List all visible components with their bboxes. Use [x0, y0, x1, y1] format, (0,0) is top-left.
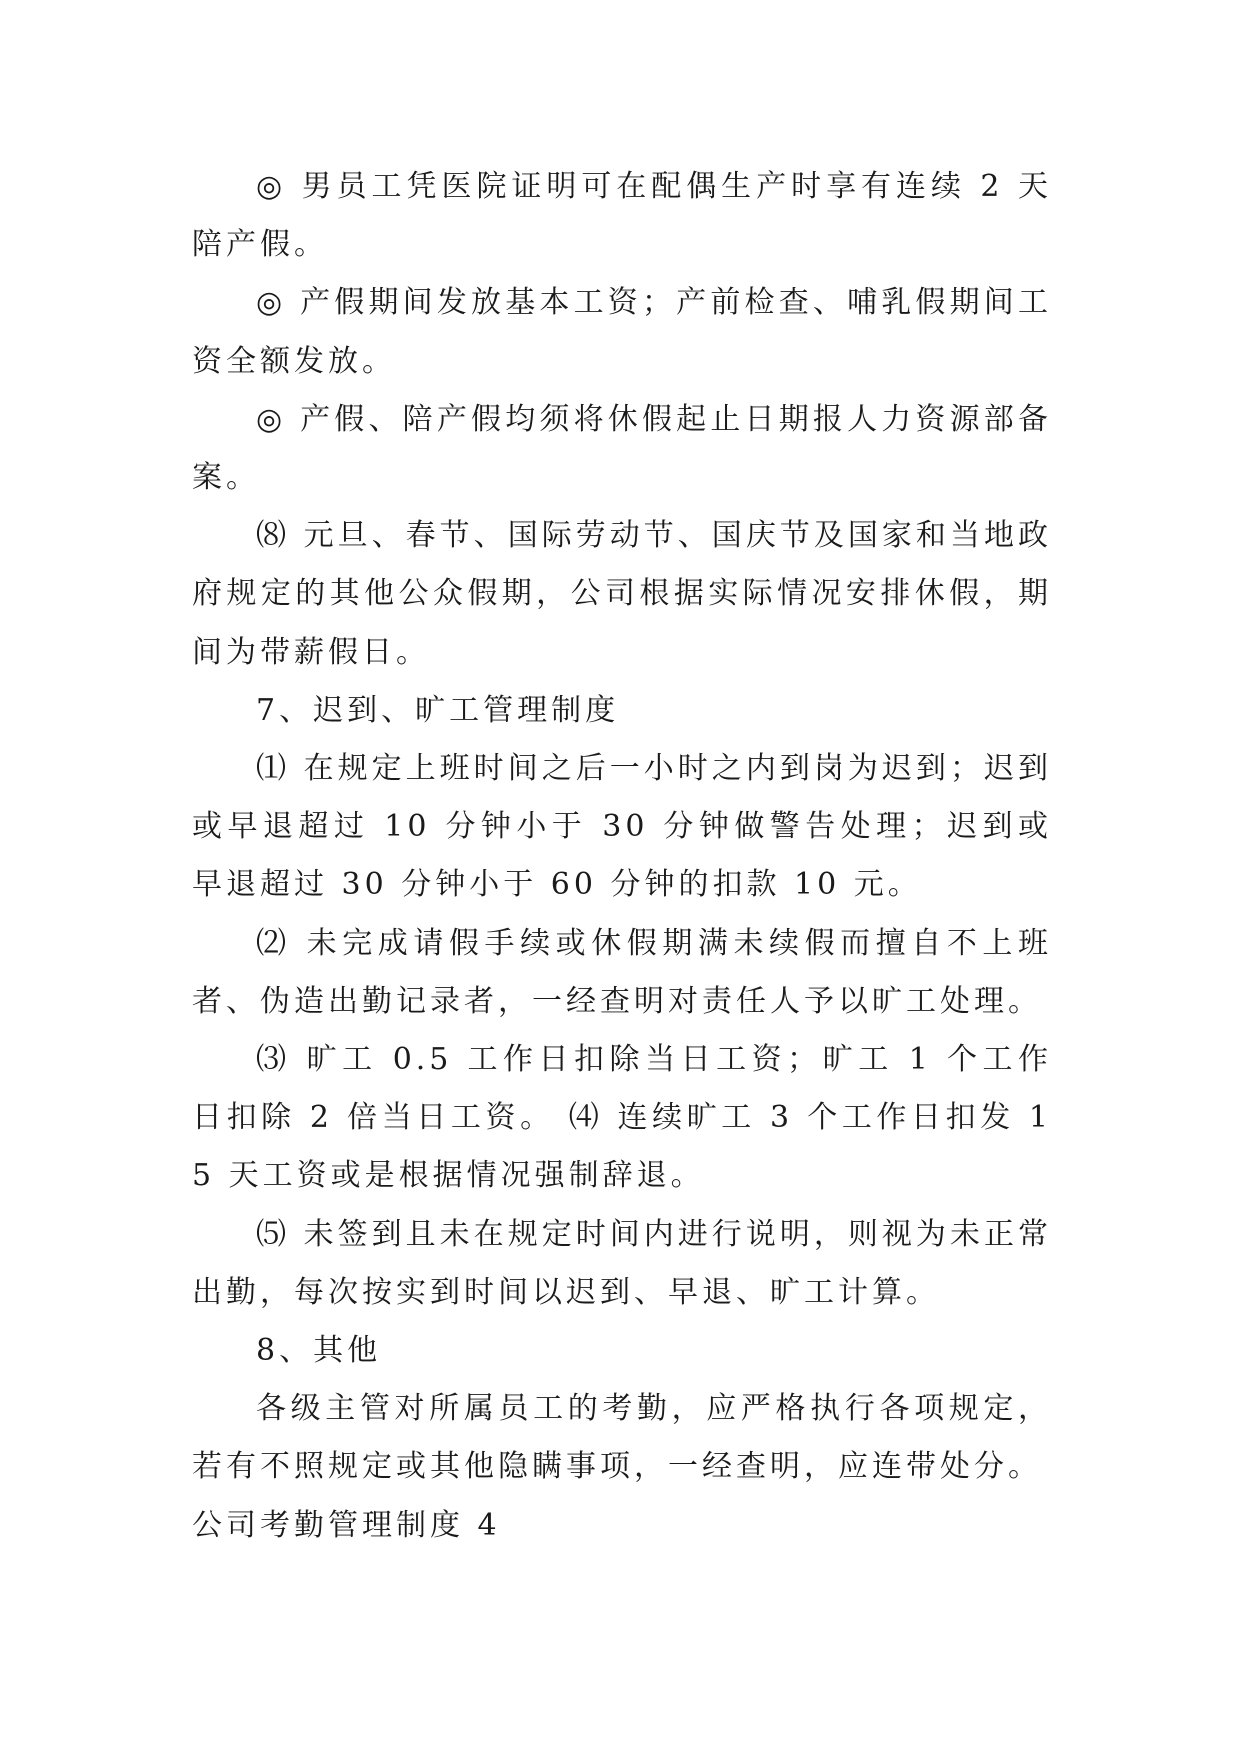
- paragraph-paternity-leave: ◎ 男员工凭医院证明可在配偶生产时享有连续 2 天陪产假。: [192, 169, 1052, 263]
- paragraph-leave-filing: ◎ 产假、陪产假均须将休假起止日期报人力资源部备案。: [192, 401, 1052, 496]
- paragraph-absence-rules: ⑵ 未完成请假手续或休假期满未续假而擅自不上班者、伪造出勤记录者，一经查明对责任人予以旷工处理。: [192, 925, 1052, 1019]
- paragraph-late-rules: ⑴ 在规定上班时间之后一小时之内到岗为迟到；迟到或早退超过 10 分钟小于 30 分钟做警告处理；迟到或早退超过 30 分钟小于 60 分钟的扣款 10 元。: [192, 751, 1052, 903]
- section-heading-lateness: 7、迟到、旷工管理制度: [256, 692, 620, 728]
- section-heading-other: 8、其他: [256, 1333, 382, 1369]
- document-section-title: 公司考勤管理制度 4: [192, 1507, 501, 1543]
- paragraph-public-holidays: ⑻ 元旦、春节、国际劳动节、国庆节及国家和当地政府规定的其他公众假期，公司根据实际情况安排休假，期间为带薪假日。: [192, 518, 1052, 670]
- paragraph-supervisor-duty: 各级主管对所属员工的考勤，应严格执行各项规定，若有不照规定或其他隐瞒事项，一经查明，应连带处分。: [192, 1391, 1052, 1485]
- paragraph-absence-deductions: ⑶ 旷工 0.5 工作日扣除当日工资；旷工 1 个工作日扣除 2 倍当日工资。 ⑷ 连续旷工 3 个工作日扣发 15 天工资或是根据情况强制辞退。: [192, 1042, 1052, 1194]
- document-body: [192, 158, 1052, 1555]
- paragraph-unsigned-attendance: ⑸ 未签到且未在规定时间内进行说明，则视为未正常出勤，每次按实到时间以迟到、早退、旷工计算。: [192, 1216, 1052, 1310]
- paragraph-maternity-pay: ◎ 产假期间发放基本工资；产前检查、哺乳假期间工资全额发放。: [192, 285, 1052, 379]
